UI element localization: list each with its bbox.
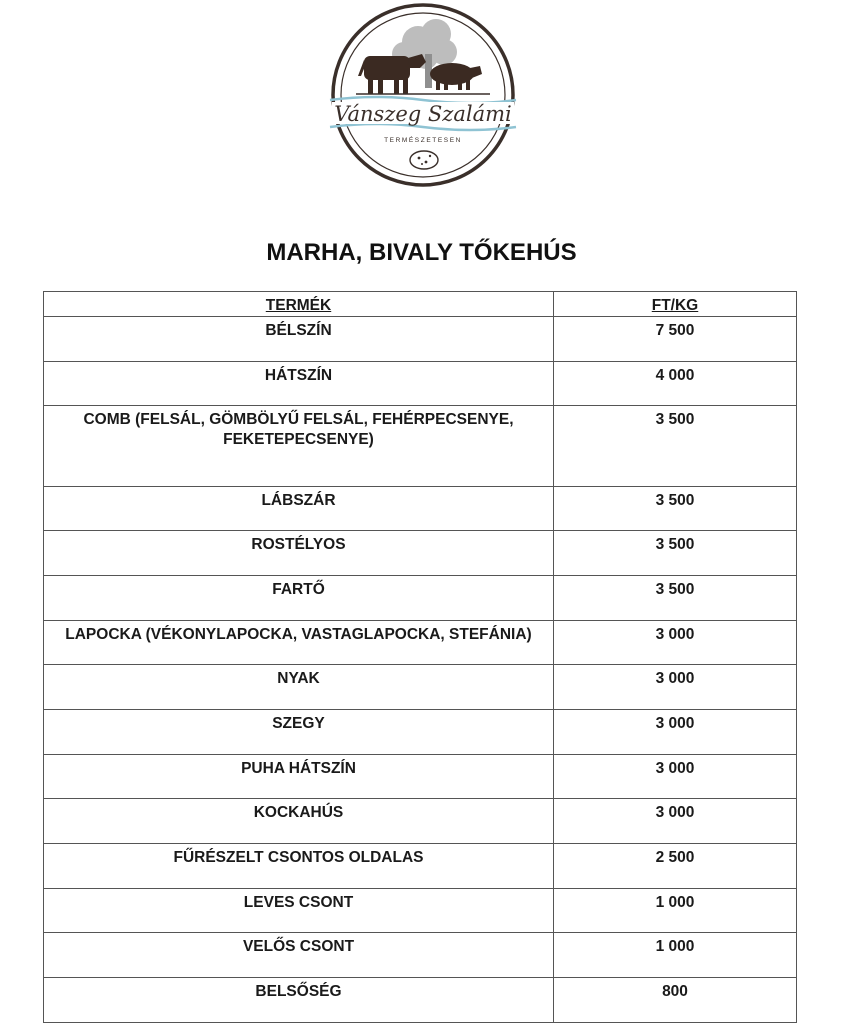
sausage-icon (410, 151, 438, 169)
price-cell: 3 000 (554, 799, 797, 844)
table-row (44, 933, 797, 978)
product-name-cell: FŰRÉSZELT CSONTOS OLDALAS (44, 844, 554, 889)
page-title: MARHA, BIVALY TŐKEHÚS (266, 239, 577, 266)
table-row (44, 888, 797, 933)
table-header-row (44, 292, 797, 317)
column-header-product: TERMÉK (44, 292, 554, 317)
product-name-cell: HÁTSZÍN (44, 361, 554, 406)
table-row (44, 486, 797, 531)
table-row (44, 665, 797, 710)
logo-tagline: TERMÉSZETESEN (384, 137, 462, 144)
product-name-cell: BELSŐSÉG (44, 978, 554, 1023)
product-name-cell: VELŐS CSONT (44, 933, 554, 978)
product-name-cell: LÁBSZÁR (44, 486, 554, 531)
pig-icon (430, 63, 482, 90)
price-table (43, 291, 797, 1023)
table-row (44, 317, 797, 362)
table-row (44, 361, 797, 406)
price-cell: 800 (554, 978, 797, 1023)
price-cell: 1 000 (554, 933, 797, 978)
price-cell: 3 500 (554, 486, 797, 531)
price-cell: 3 000 (554, 665, 797, 710)
product-name-cell: SZEGY (44, 710, 554, 755)
table-row (44, 620, 797, 665)
table-row (44, 754, 797, 799)
product-name-cell: LEVES CSONT (44, 888, 554, 933)
product-name-cell: FARTŐ (44, 576, 554, 621)
table-row (44, 844, 797, 889)
vanszeg-szalami-logo (326, 2, 520, 192)
table-row (44, 978, 797, 1023)
table-row (44, 710, 797, 755)
price-cell: 1 000 (554, 888, 797, 933)
table-row (44, 406, 797, 486)
price-cell: 7 500 (554, 317, 797, 362)
price-cell: 3 500 (554, 406, 797, 486)
table-row (44, 531, 797, 576)
product-name-cell: KOCKAHÚS (44, 799, 554, 844)
price-cell: 3 000 (554, 710, 797, 755)
price-cell: 4 000 (554, 361, 797, 406)
cow-icon (358, 54, 426, 94)
product-name-cell: BÉLSZÍN (44, 317, 554, 362)
price-cell: 3 500 (554, 531, 797, 576)
logo-brand-name: Vánszeg Szalámi (334, 102, 512, 126)
column-header-price: FT/KG (554, 292, 797, 317)
price-cell: 2 500 (554, 844, 797, 889)
product-name-cell: ROSTÉLYOS (44, 531, 554, 576)
table-row (44, 799, 797, 844)
table-row (44, 576, 797, 621)
product-name-cell: LAPOCKA (VÉKONYLAPOCKA, VASTAGLAPOCKA, STEFÁNIA) (44, 620, 554, 665)
price-cell: 3 000 (554, 620, 797, 665)
product-name-cell: COMB (FELSÁL, GÖMBÖLYŰ FELSÁL, FEHÉRPECSENYE, FEKETEPECSENYE) (44, 406, 554, 486)
price-cell: 3 000 (554, 754, 797, 799)
product-name-cell: PUHA HÁTSZÍN (44, 754, 554, 799)
price-cell: 3 500 (554, 576, 797, 621)
product-name-cell: NYAK (44, 665, 554, 710)
